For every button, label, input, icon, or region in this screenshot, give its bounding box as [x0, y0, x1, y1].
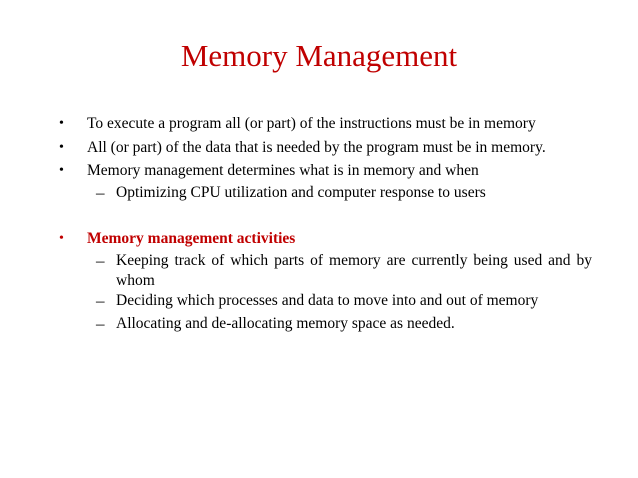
- sub-bullet-marker: –: [96, 251, 105, 270]
- bullet-text: All (or part) of the data that is needed by the program must be in memory.: [87, 139, 546, 156]
- slide-title: Memory Management: [180, 38, 458, 73]
- bullet-marker: •: [59, 140, 64, 155]
- bullet-text: Memory management determines what is in memory and when: [87, 162, 479, 179]
- bullet-marker: •: [59, 231, 64, 246]
- sub-bullet-text: Deciding which processes and data to move into and out of memory: [116, 292, 539, 309]
- bullet-marker: •: [59, 116, 64, 131]
- section-heading-text: Memory management activities: [87, 230, 296, 247]
- bullet-marker: •: [59, 163, 64, 178]
- bullet-text: To execute a program all (or part) of the instructions must be in memory: [87, 115, 536, 132]
- sub-bullet-text: Allocating and de-allocating memory space as needed.: [116, 315, 455, 332]
- sub-bullet-marker: –: [96, 291, 105, 310]
- sub-bullet-text: Optimizing CPU utilization and computer response to users: [116, 184, 486, 201]
- sub-bullet-marker: –: [96, 314, 105, 333]
- sub-bullet-text: Keeping track of which parts of memory are currently being used and by whom: [116, 252, 592, 289]
- sub-bullet-marker: –: [96, 183, 105, 202]
